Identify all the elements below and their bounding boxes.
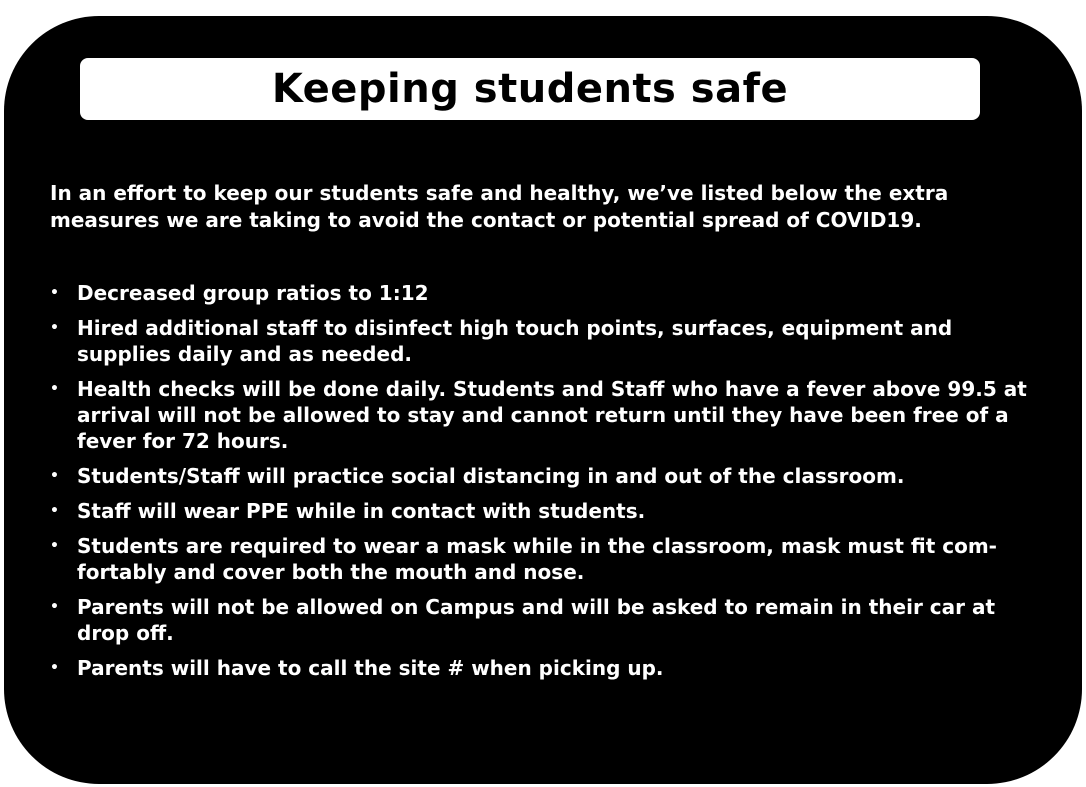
measure-text: Students/Staff will practice social distancing in and out of the classroom. [77,464,905,488]
bullet-icon: • [50,538,59,554]
bullet-icon: • [50,660,59,676]
list-item [48,376,1048,454]
measure-text: Decreased group ratios to 1:12 [77,281,429,305]
measure-text: Hired additional staff to disinfect high touch points, surfaces, equipment and supplies daily and as needed. [77,316,953,366]
notice-card [4,16,1082,784]
bullet-icon: • [50,381,59,397]
bullet-icon: • [50,599,59,615]
list-item [48,280,1048,306]
title-banner [80,58,980,120]
intro-paragraph: In an effort to keep our students safe and healthy, we’ve listed below the extra measures we are taking to avoid the contact or potential spread of COVID19. [50,181,949,232]
measure-text: Health checks will be done daily. Students and Staff who have a fever above 99.5 at arrival will not be allowed to stay and cannot return until they have been free of a fever for 72 hours. [77,377,1027,453]
bullet-icon: • [50,285,59,301]
list-item [48,315,1048,367]
bullet-icon: • [50,468,59,484]
list-item [48,533,1048,585]
measure-text: Students are required to wear a mask while in the classroom, mask must fit com-fortably and cover both the mouth and nose. [77,534,997,584]
list-item [48,498,1048,524]
measure-text: Parents will have to call the site # when picking up. [77,656,664,680]
bullet-icon: • [50,320,59,336]
list-item [48,594,1048,646]
measure-text: Parents will not be allowed on Campus and will be asked to remain in their car at drop off. [77,595,995,645]
measure-text: Staff will wear PPE while in contact with students. [77,499,646,523]
safety-measures-list [48,280,1048,690]
bullet-icon: • [50,503,59,519]
page-title: Keeping students safe [271,66,789,112]
list-item [48,655,1048,681]
list-item [48,463,1048,489]
